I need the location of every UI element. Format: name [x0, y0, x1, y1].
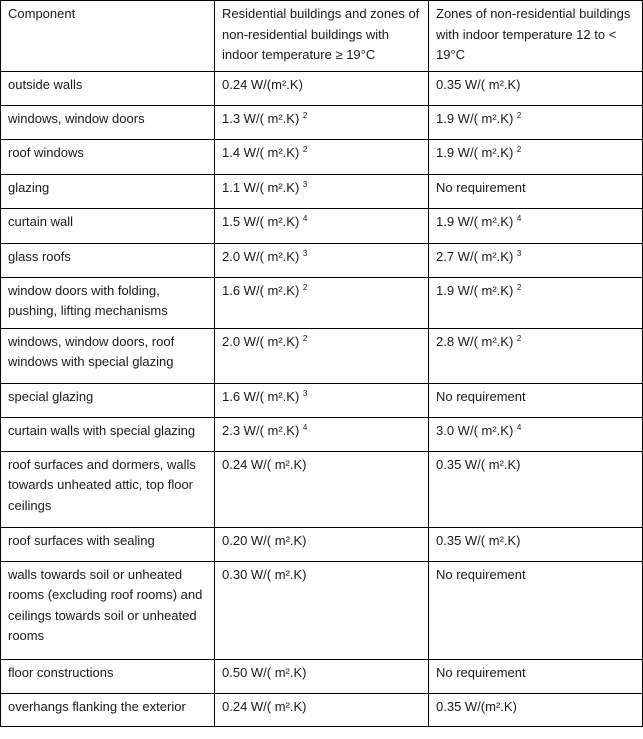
residential-value: 1.1 W/( m².K): [222, 179, 300, 195]
nonresidential-value: 3.0 W/( m².K): [436, 422, 514, 438]
table-row: [1, 328, 643, 383]
footnote-marker: 2: [302, 333, 308, 343]
nonresidential-value-cell: [429, 328, 643, 383]
residential-value-cell: [215, 277, 429, 328]
footnote-marker: 2: [516, 282, 522, 292]
nonresidential-value-cell: [429, 139, 643, 174]
nonresidential-value: No requirement: [436, 664, 526, 680]
nonresidential-value: 0.35 W/( m².K): [436, 532, 521, 548]
residential-value-cell: [215, 383, 429, 417]
residential-value-cell: [215, 693, 429, 726]
nonresidential-value-cell: [429, 208, 643, 243]
residential-value: 1.3 W/( m².K): [222, 110, 300, 126]
residential-value-cell: [215, 174, 429, 208]
residential-value: 1.5 W/( m².K): [222, 213, 300, 229]
nonresidential-value-cell: [429, 561, 643, 659]
table-row: [1, 693, 643, 726]
footnote-marker: 2: [302, 110, 308, 120]
nonresidential-value-cell: [429, 659, 643, 693]
footnote-marker: 2: [516, 110, 522, 120]
table-row: [1, 383, 643, 417]
footnote-marker: 2: [302, 282, 308, 292]
component-cell: glass roofs: [1, 243, 215, 277]
nonresidential-value-cell: [429, 71, 643, 105]
residential-value-cell: [215, 208, 429, 243]
table-row: [1, 208, 643, 243]
table-body: [1, 71, 643, 726]
nonresidential-value-cell: [429, 243, 643, 277]
residential-value: 1.4 W/( m².K): [222, 144, 300, 160]
component-cell: windows, window doors: [1, 105, 215, 139]
nonresidential-value: No requirement: [436, 388, 526, 404]
residential-value: 1.6 W/( m².K): [222, 388, 300, 404]
header-residential: Residential buildings and zones of non-residential buildings with indoor temperature ≥ 19°C: [215, 1, 429, 72]
residential-value-cell: [215, 561, 429, 659]
nonresidential-value: 0.35 W/( m².K): [436, 76, 521, 92]
nonresidential-value: 2.7 W/( m².K): [436, 248, 514, 264]
footnote-marker: 2: [516, 144, 522, 154]
component-cell: overhangs flanking the exterior: [1, 693, 215, 726]
component-cell: outside walls: [1, 71, 215, 105]
component-cell: floor constructions: [1, 659, 215, 693]
nonresidential-value-cell: [429, 527, 643, 561]
nonresidential-value-cell: [429, 105, 643, 139]
residential-value-cell: [215, 71, 429, 105]
footnote-marker: 3: [302, 248, 308, 258]
component-cell: glazing: [1, 174, 215, 208]
residential-value: 0.50 W/( m².K): [222, 664, 307, 680]
footnote-marker: 3: [302, 179, 308, 189]
residential-value-cell: [215, 105, 429, 139]
component-cell: curtain walls with special glazing: [1, 417, 215, 451]
nonresidential-value-cell: [429, 451, 643, 527]
table-row: [1, 451, 643, 527]
nonresidential-value: 0.35 W/(m².K): [436, 698, 517, 714]
nonresidential-value: 1.9 W/( m².K): [436, 110, 514, 126]
header-component: Component: [1, 1, 215, 72]
residential-value-cell: [215, 417, 429, 451]
residential-value-cell: [215, 139, 429, 174]
residential-value: 0.20 W/( m².K): [222, 532, 307, 548]
residential-value: 0.24 W/( m².K): [222, 698, 307, 714]
nonresidential-value-cell: [429, 693, 643, 726]
footnote-marker: 4: [516, 422, 522, 432]
nonresidential-value: 1.9 W/( m².K): [436, 144, 514, 160]
nonresidential-value: 0.35 W/( m².K): [436, 456, 521, 472]
residential-value: 0.30 W/( m².K): [222, 566, 307, 582]
component-cell: roof surfaces and dormers, walls towards unheated attic, top floor ceilings: [1, 451, 215, 527]
component-cell: walls towards soil or unheated rooms (excluding roof rooms) and ceilings towards soil or unheated rooms: [1, 561, 215, 659]
residential-value-cell: [215, 451, 429, 527]
header-row: [1, 1, 643, 72]
component-cell: special glazing: [1, 383, 215, 417]
residential-value-cell: [215, 243, 429, 277]
table-row: [1, 105, 643, 139]
table-row: [1, 139, 643, 174]
nonresidential-value-cell: [429, 417, 643, 451]
component-cell: windows, window doors, roof windows with special glazing: [1, 328, 215, 383]
table-row: [1, 659, 643, 693]
nonresidential-value-cell: [429, 277, 643, 328]
nonresidential-value: 1.9 W/( m².K): [436, 213, 514, 229]
footnote-marker: 2: [516, 333, 522, 343]
table-row: [1, 417, 643, 451]
footnote-marker: 3: [302, 388, 308, 398]
component-cell: window doors with folding, pushing, lifting mechanisms: [1, 277, 215, 328]
residential-value: 2.0 W/( m².K): [222, 333, 300, 349]
table-row: [1, 243, 643, 277]
footnote-marker: 3: [516, 248, 522, 258]
residential-value-cell: [215, 659, 429, 693]
residential-value: 0.24 W/( m².K): [222, 456, 307, 472]
nonresidential-value: 1.9 W/( m².K): [436, 282, 514, 298]
nonresidential-value-cell: [429, 383, 643, 417]
component-cell: roof windows: [1, 139, 215, 174]
table-row: [1, 561, 643, 659]
nonresidential-value: 2.8 W/( m².K): [436, 333, 514, 349]
footnote-marker: 4: [302, 422, 308, 432]
footnote-marker: 2: [302, 144, 308, 154]
nonresidential-value-cell: [429, 174, 643, 208]
nonresidential-value: No requirement: [436, 179, 526, 195]
residential-value: 1.6 W/( m².K): [222, 282, 300, 298]
residential-value: 2.3 W/( m².K): [222, 422, 300, 438]
residential-value-cell: [215, 328, 429, 383]
footnote-marker: 4: [516, 213, 522, 223]
residential-value: 2.0 W/( m².K): [222, 248, 300, 264]
component-cell: curtain wall: [1, 208, 215, 243]
table-row: [1, 71, 643, 105]
component-cell: roof surfaces with sealing: [1, 527, 215, 561]
residential-value: 0.24 W/(m².K): [222, 76, 303, 92]
nonresidential-value: No requirement: [436, 566, 526, 582]
table-row: [1, 277, 643, 328]
residential-value-cell: [215, 527, 429, 561]
table-row: [1, 527, 643, 561]
header-nonresidential: Zones of non-residential buildings with indoor temperature 12 to < 19°C: [429, 1, 643, 72]
footnote-marker: 4: [302, 213, 308, 223]
table-row: [1, 174, 643, 208]
